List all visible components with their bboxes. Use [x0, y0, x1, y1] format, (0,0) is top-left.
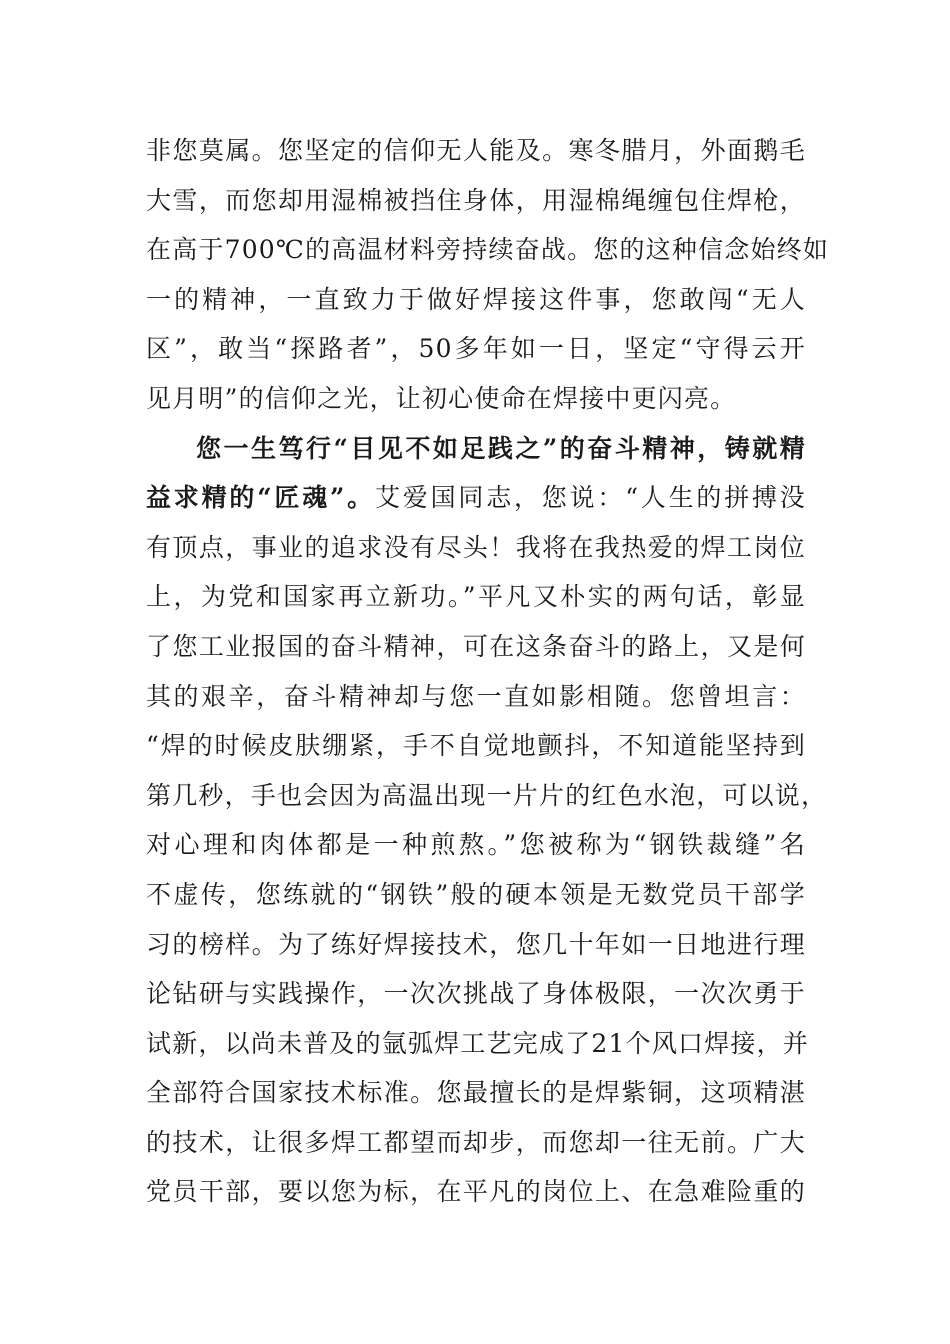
text-line: 第几秒，手也会因为高温出现一片片的红色水泡，可以说，	[146, 780, 828, 810]
text-line: 论钻研与实践操作，一次次挑战了身体极限，一次次勇于	[146, 979, 806, 1009]
text-line: 上，为党和国家再立新功。”平凡又朴实的两句话，彰显	[146, 582, 806, 612]
text-line: 其的艰辛，奋斗精神却与您一直如影相随。您曾坦言：	[146, 681, 806, 711]
bold-heading-line: 您一生笃行“目见不如足践之”的奋斗精神，铸就精	[196, 433, 806, 463]
text-line: 不虚传，您练就的“钢铁”般的硬本领是无数党员干部学	[146, 879, 806, 909]
text-line: 习的榜样。为了练好焊接技术，您几十年如一日地进行理	[146, 929, 806, 959]
text-line: 试新，以尚未普及的氩弧焊工艺完成了21个风口焊接，并	[146, 1028, 810, 1058]
text-line: 了您工业报国的奋斗精神，可在这条奋斗的路上，又是何	[146, 631, 806, 661]
text-line: 在高于700℃的高温材料旁持续奋战。您的这种信念始终如	[146, 235, 830, 265]
text-line: 有顶点，事业的追求没有尽头！我将在我热爱的焊工岗位	[146, 532, 806, 562]
text-line: 对心理和肉体都是一种煎熬。”您被称为“钢铁裁缝”名	[146, 830, 806, 860]
text-line: 党员干部，要以您为标，在平凡的岗位上、在急难险重的	[146, 1177, 806, 1207]
text-line: 区”，敢当“探路者”，50多年如一日，坚定“守得云开	[146, 334, 806, 364]
text-line: 全部符合国家技术标准。您最擅长的是焊紫铜，这项精湛	[146, 1078, 806, 1108]
text-line: 大雪，而您却用湿棉被挡住身体，用湿棉绳缠包住焊枪，	[146, 185, 806, 215]
text-line: “焊的时候皮肤绷紧，手不自觉地颤抖，不知道能坚持到	[146, 731, 806, 761]
text-line: 一的精神，一直致力于做好焊接这件事，您敢闯“无人	[146, 284, 806, 314]
text-line: 见月明”的信仰之光，让初心使命在焊接中更闪亮。	[146, 383, 737, 413]
body-text	[146, 126, 830, 1217]
text-line: 非您莫属。您坚定的信仰无人能及。寒冬腊月，外面鹅毛	[146, 136, 806, 165]
bold-heading-end: 益求精的“匠魂”。	[146, 483, 375, 513]
text-span: 艾爱国同志，您说：“人生的拼搏没	[374, 483, 806, 513]
text-line-mixed	[146, 473, 806, 523]
text-line: 的技术，让很多焊工都望而却步，而您却一往无前。广大	[146, 1127, 806, 1157]
